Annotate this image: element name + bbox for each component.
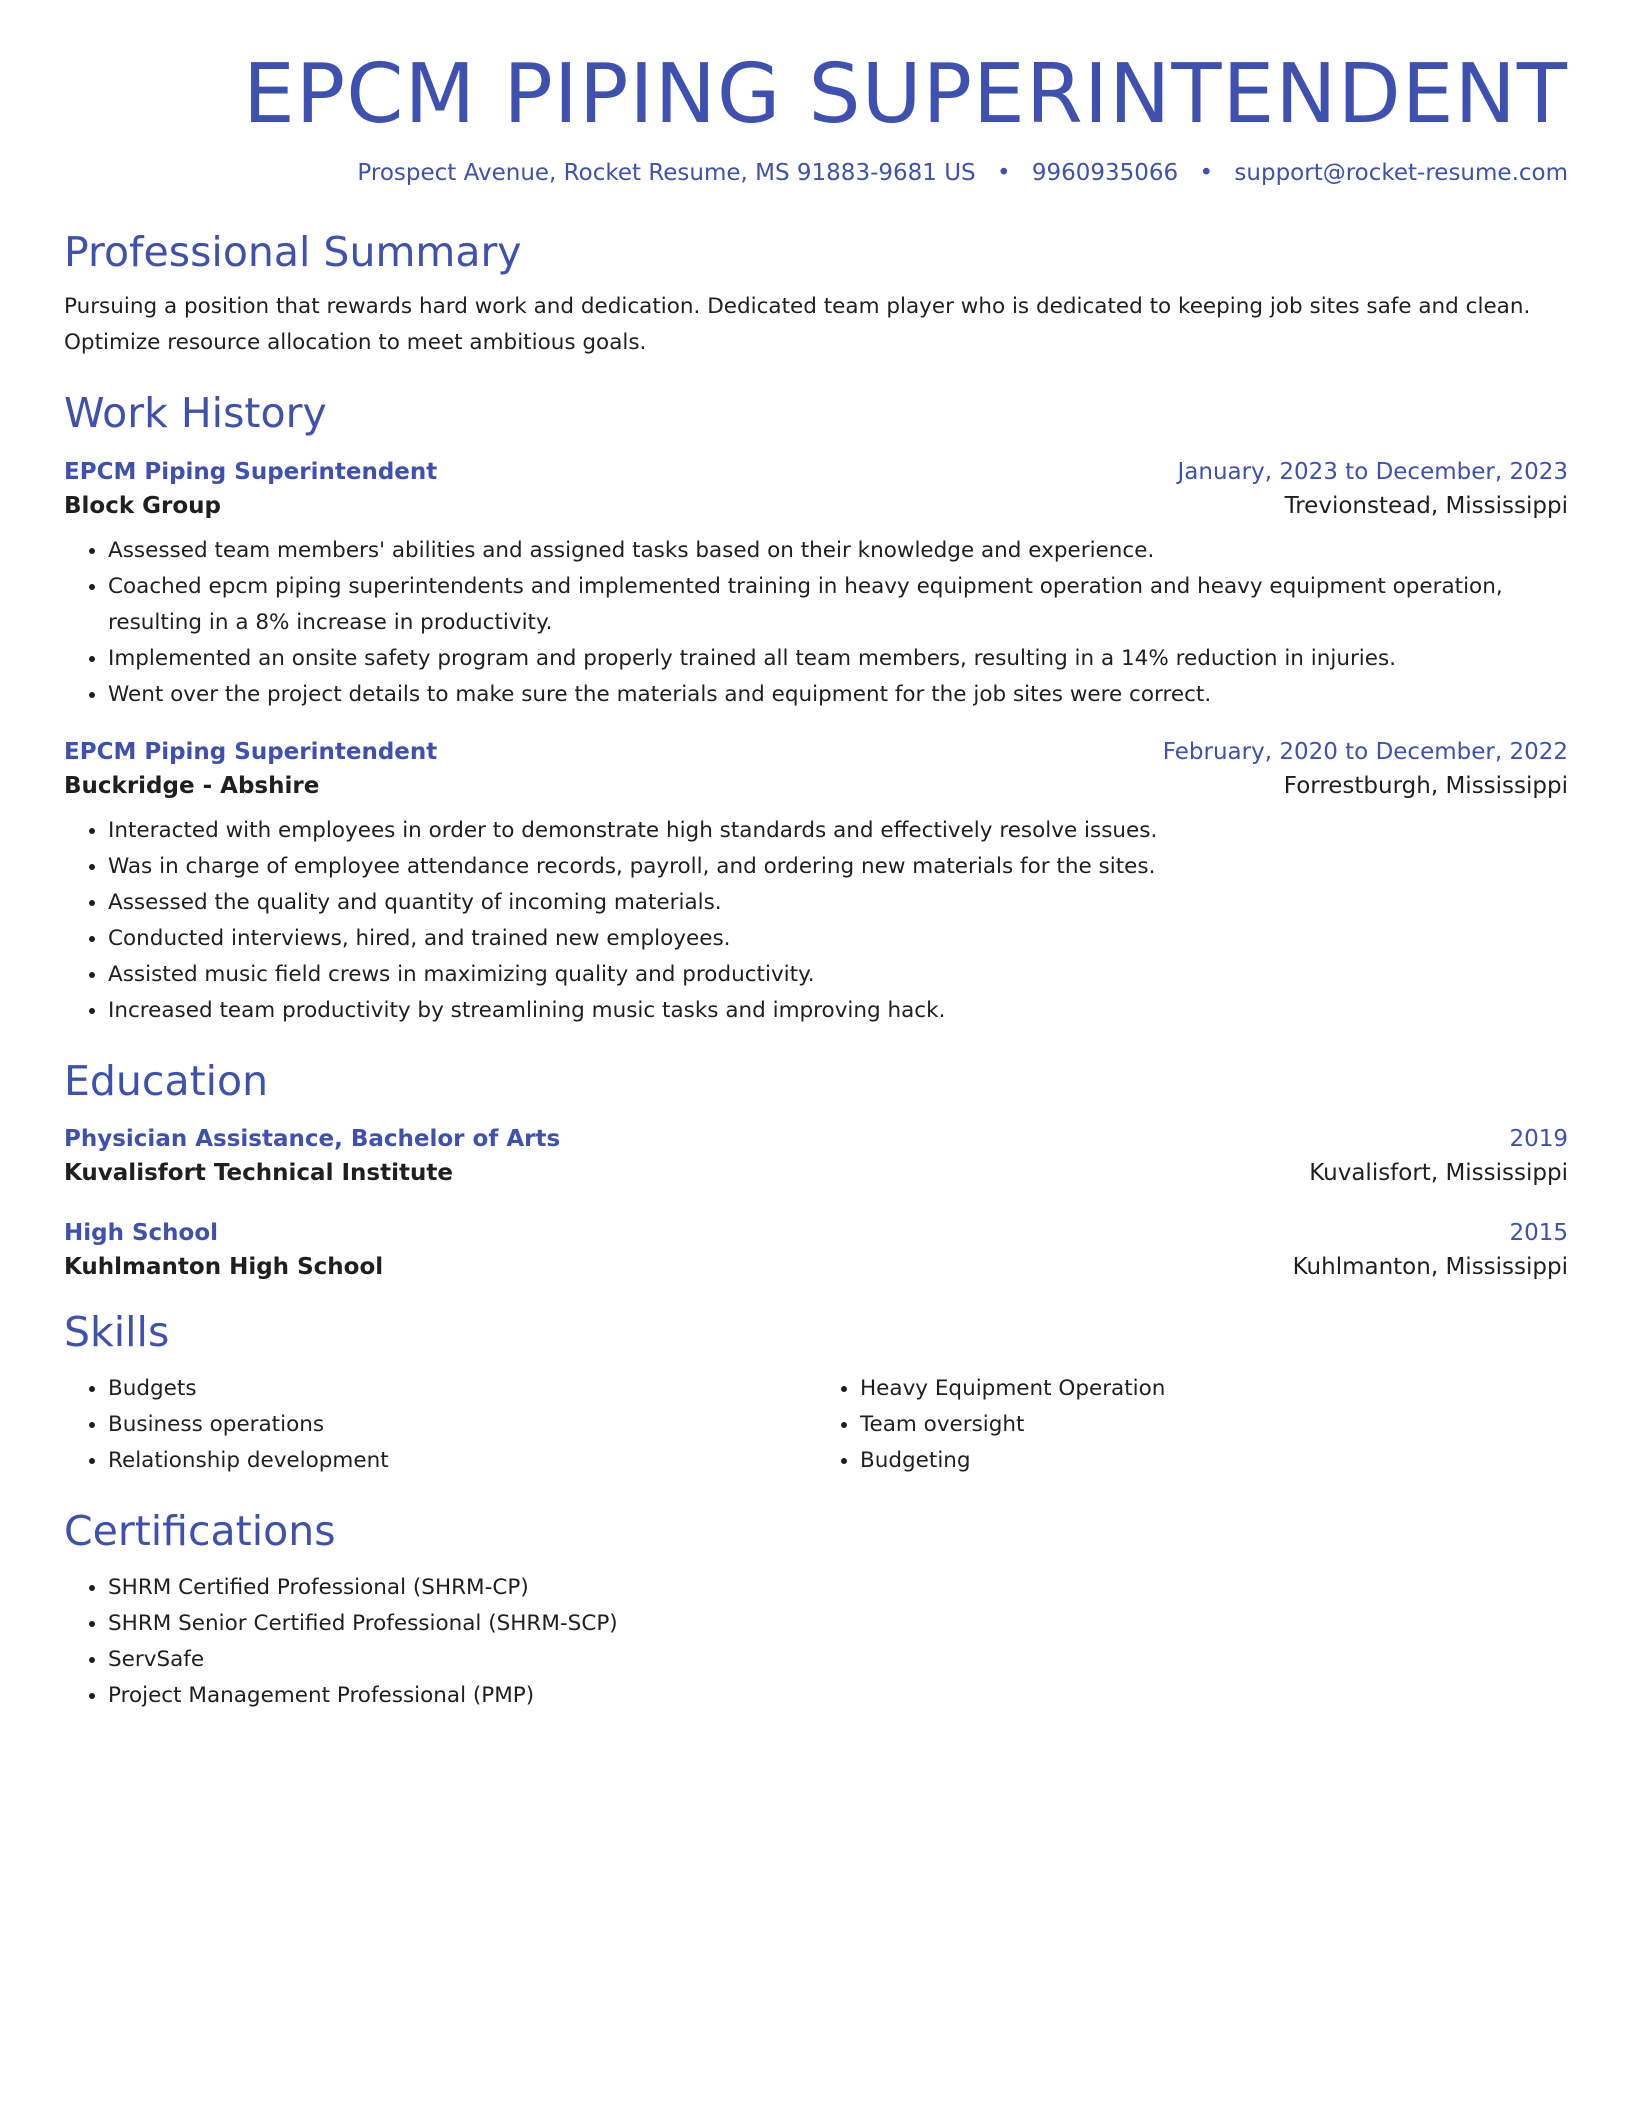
list-item: • SHRM Senior Certified Professional (SHRM-SCP) [108, 1606, 1568, 1642]
education-section [64, 1057, 1568, 1280]
job-role: EPCM Piping Superintendent [64, 458, 438, 485]
contact-line [64, 160, 1568, 186]
list-item: • Interacted with employees in order to demonstrate high standards and effectively resolve issues. [108, 813, 1568, 849]
skills-heading: Skills [64, 1307, 170, 1356]
list-item: • Team oversight [860, 1407, 1568, 1443]
education-heading: Education [64, 1056, 269, 1105]
job-dates: January, 2023 to December, 2023 [1177, 458, 1568, 485]
list-item: • Went over the project details to make sure the materials and equipment for the job sites were correct. [108, 677, 1568, 713]
list-item: • SHRM Certified Professional (SHRM-CP) [108, 1570, 1568, 1606]
list-item: • Business operations [108, 1407, 816, 1443]
education-degree: Physician Assistance, Bachelor of Arts [64, 1125, 561, 1152]
list-item: • Assisted music field crews in maximizing quality and productivity. [108, 957, 1568, 993]
list-item: • Conducted interviews, hired, and trained new employees. [108, 921, 1568, 957]
list-item: • Increased team productivity by streamlining music tasks and improving hack. [108, 993, 1568, 1029]
job-bullets [64, 533, 1568, 713]
job-location: Forrestburgh, Mississippi [1283, 772, 1568, 799]
skills-list-left [64, 1371, 816, 1479]
job-entry [64, 739, 1568, 1029]
list-item: • Assessed team members' abilities and assigned tasks based on their knowledge and experience. [108, 533, 1568, 569]
education-location: Kuvalisfort, Mississippi [1309, 1159, 1568, 1186]
list-item: • Assessed the quality and quantity of incoming materials. [108, 885, 1568, 921]
list-item: • Project Management Professional (PMP) [108, 1678, 1568, 1714]
certifications-section [64, 1507, 1568, 1714]
list-item: • Heavy Equipment Operation [860, 1371, 1568, 1407]
email-link[interactable]: support@rocket-resume.com [1234, 160, 1568, 187]
phone: 9960935066 [1031, 160, 1179, 187]
education-school: Kuhlmanton High School [64, 1253, 384, 1280]
education-entry [64, 1126, 1568, 1186]
job-company: Block Group [64, 492, 222, 519]
certifications-heading: Certifications [64, 1507, 336, 1556]
list-item: • Was in charge of employee attendance records, payroll, and ordering new materials for the sites. [108, 849, 1568, 885]
summary-text: Pursuing a position that rewards hard work and dedication. Dedicated team player who is dedicated to keeping job sites safe and clean. Optimize resource allocation to meet ambitious goals. [64, 294, 1531, 356]
list-item: • Coached epcm piping superintendents and implemented training in heavy equipment operation and heavy equipment operation, resulting in a 8% increase in productivity. [108, 569, 1568, 641]
job-role: EPCM Piping Superintendent [64, 738, 438, 765]
separator-dot: • [996, 160, 1011, 187]
skills-section [64, 1308, 1568, 1479]
education-degree: High School [64, 1219, 219, 1246]
job-bullets [64, 813, 1568, 1029]
education-year: 2015 [1509, 1219, 1568, 1246]
education-location: Kuhlmanton, Mississippi [1292, 1253, 1568, 1280]
list-item: • Implemented an onsite safety program and properly trained all team members, resulting in a 14% reduction in injuries. [108, 641, 1568, 677]
job-dates: February, 2020 to December, 2022 [1162, 738, 1568, 765]
work-history-heading: Work History [64, 389, 327, 438]
list-item: • Budgeting [860, 1443, 1568, 1479]
job-entry [64, 459, 1568, 713]
separator-dot: • [1199, 160, 1214, 187]
list-item: • Relationship development [108, 1443, 816, 1479]
skills-list-right [816, 1371, 1568, 1479]
address: Prospect Avenue, Rocket Resume, MS 91883-9681 US [357, 160, 976, 187]
summary-heading: Professional Summary [64, 228, 522, 277]
skills-grid [64, 1371, 1568, 1479]
education-entry [64, 1220, 1568, 1280]
list-item: • Budgets [108, 1371, 816, 1407]
work-history-section [64, 389, 1568, 1028]
job-company: Buckridge - Abshire [64, 772, 320, 799]
job-location: Trevionstead, Mississippi [1284, 492, 1568, 519]
list-item: • ServSafe [108, 1642, 1568, 1678]
certifications-list [64, 1570, 1568, 1714]
education-school: Kuvalisfort Technical Institute [64, 1159, 453, 1186]
page-title: EPCM PIPING SUPERINTENDENT [243, 47, 1568, 142]
education-year: 2019 [1509, 1125, 1568, 1152]
